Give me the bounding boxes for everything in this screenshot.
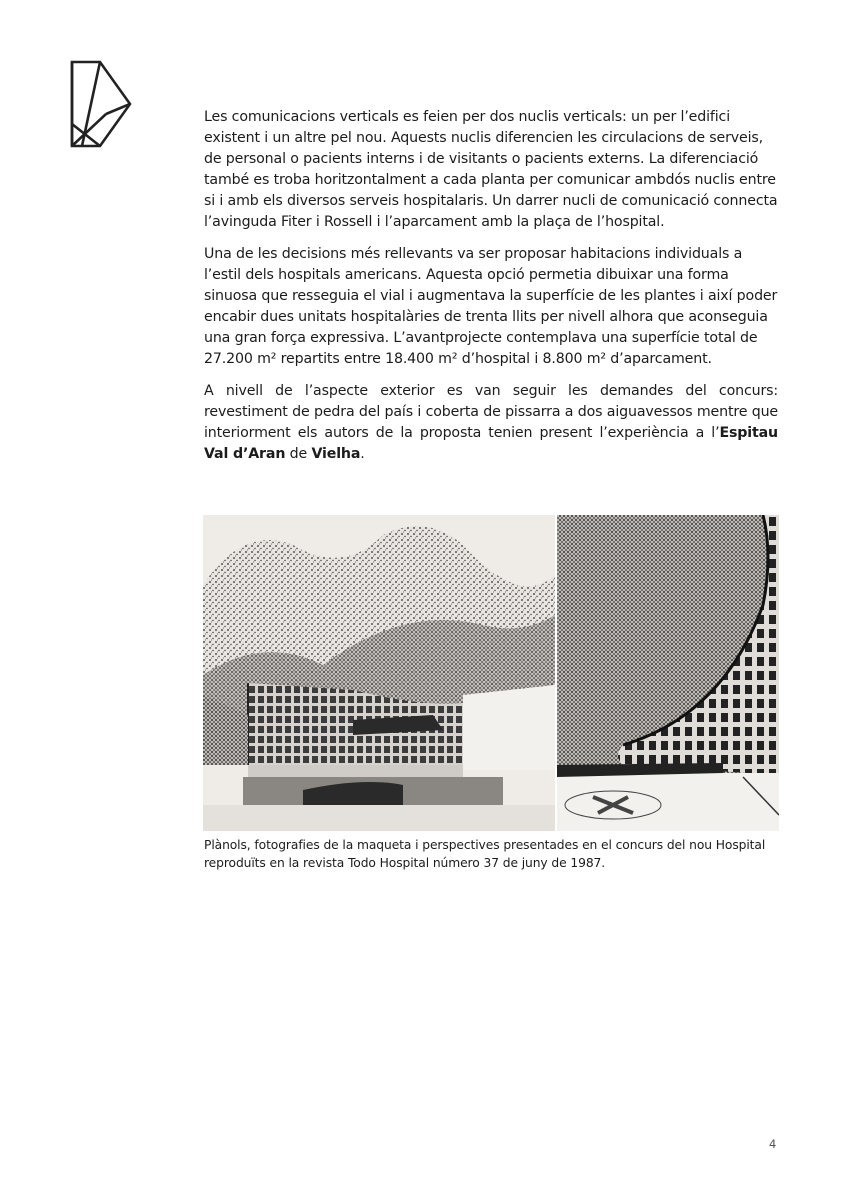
paragraph-3: [204, 381, 778, 465]
espitau-link-text: Espitau Val d’Aran: [204, 425, 778, 462]
paragraph-3-end: .: [360, 446, 365, 462]
paragraph-2: Una de les decisions més rellevants va ser proposar habitacions individuals a l’estil dels hospitals americans. Aquesta opció permetia dibuixar una forma sinuosa que resseguia el vial i augmentava la superfície de les plantes i així poder encabir dues unitats hospitalàries de trenta llits per nivell alhora que aconseguia una gran força expressiva. L’avantprojecte contemplava una superfície total de 27.200 m² repartits entre 18.400 m² d’hospital i 8.800 m² d’aparcament.: [204, 246, 778, 367]
paragraph-3-text: A nivell de l’aspecte exterior es van seguir les demandes del concurs: revestiment de pedra del país i coberta de pissarra a dos aiguavessos mentre que interiorment els autors de la proposta tenien present l’experiència a l’: [204, 383, 778, 441]
vielha-text: Vielha: [311, 446, 361, 462]
hospital-perspective-sketches: [203, 515, 779, 831]
left-sketch: [203, 515, 555, 831]
right-sketch: [557, 515, 779, 831]
body-text: [204, 107, 778, 476]
page-number: 4: [769, 1137, 777, 1151]
figure-caption: Plànols, fotografies de la maqueta i perspectives presentades en el concurs del nou Hospital reproduïts en la revista Todo Hospital número 37 de juny de 1987.: [204, 838, 766, 870]
brand-logo-icon: [70, 60, 132, 148]
paragraph-1: Les comunicacions verticals es feien per dos nuclis verticals: un per l’edifici existent i un altre pel nou. Aquests nuclis diferencien les circulacions de serveis, de personal o pacients interns i de visitants o pacients externs. La diferenciació també es troba horitzontalment a cada planta per comunicar ambdós nuclis entre si i amb els diversos serveis hospitalaris. Un darrer nucli de comunicació connecta l’avinguda Fiter i Rossell i l’aparcament amb la plaça de l’hospital.: [204, 109, 778, 230]
paragraph-3-text-2: de: [285, 446, 312, 462]
